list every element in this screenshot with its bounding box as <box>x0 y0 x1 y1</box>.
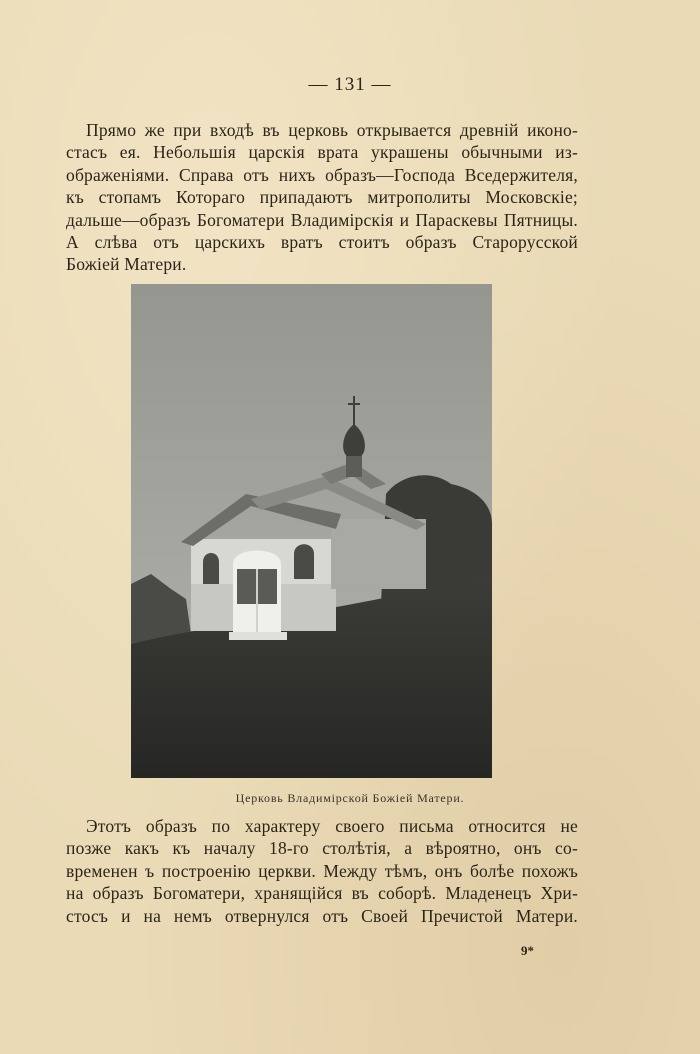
text-line: временен ъ построенію церкви. Между тѣмъ, онъ болѣе похожъ <box>66 860 578 881</box>
text-line: Этотъ образъ по характеру своего письма относится не <box>86 816 578 836</box>
paragraph-bottom <box>66 815 578 927</box>
text-line: Прямо же при входѣ въ церковь открывается древній иконо- <box>86 120 578 140</box>
text-line: стасъ ея. Небольшія царскія врата украшены обычными из- <box>66 142 578 163</box>
text-line: А слѣва отъ царскихъ вратъ стоитъ образъ Старорусской <box>66 232 578 253</box>
photo-caption: Церковь Владимірской Божіей Матери. <box>235 791 465 805</box>
text-line: дальше—образъ Богоматери Владимірскія и Параскевы Пятницы. <box>66 209 578 230</box>
page-number: — 131 — <box>308 74 392 95</box>
text-line: на образъ Богоматери, хранящійся въ соборѣ. Младенецъ Хри- <box>66 883 578 904</box>
text-line: стосъ и на немъ отвернулся отъ Своей Пречистой Матери. <box>66 905 578 926</box>
text-line: къ стопамъ Котораго припадаютъ митрополиты Московскіе; <box>66 187 578 208</box>
paragraph-top <box>66 119 578 276</box>
church-photograph <box>131 284 492 778</box>
text-line: позже какъ къ началу 18-го столѣтія, а вѣроятно, онъ со- <box>66 838 578 859</box>
printer-signature-mark: 9* <box>521 943 534 958</box>
text-line: ображеніями. Справа отъ нихъ образъ—Господа Вседержителя, <box>66 164 578 185</box>
text-line: Божіей Матери. <box>66 254 187 275</box>
